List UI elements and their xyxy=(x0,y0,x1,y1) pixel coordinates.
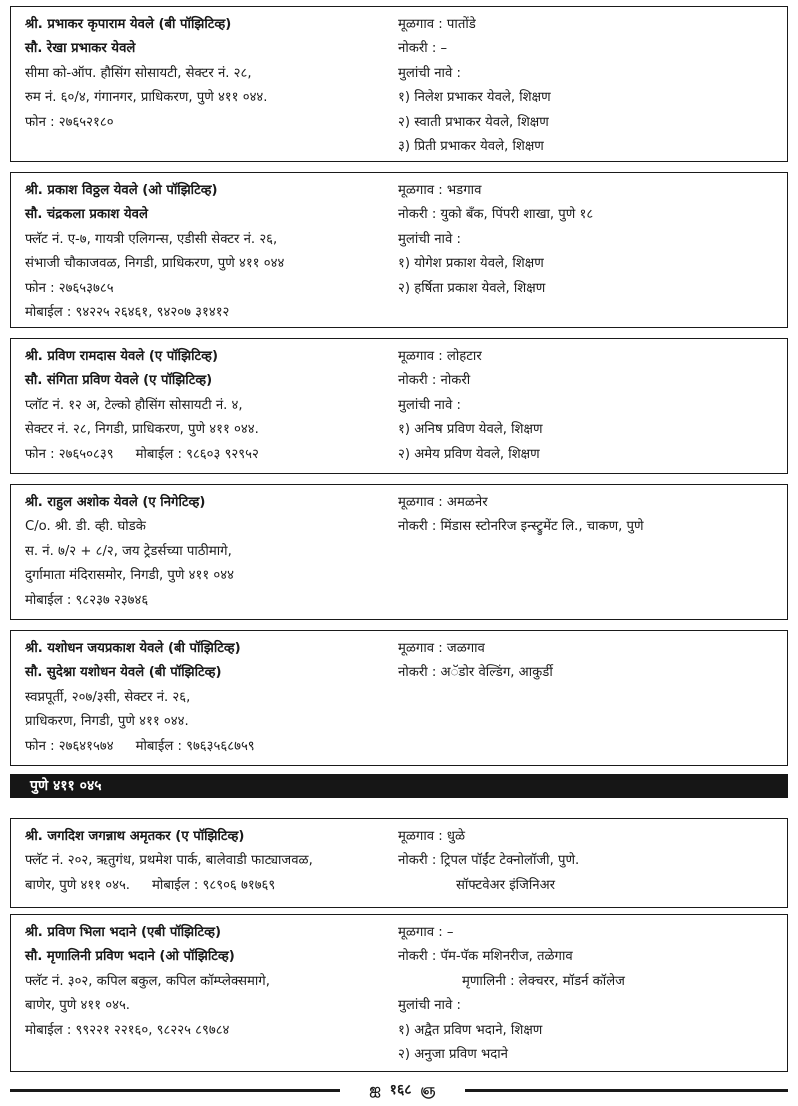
footer-ornament xyxy=(340,1080,465,1100)
detail-line xyxy=(398,111,782,135)
line-text: फ्लॅट नं. ए-७, गायत्री एलिगन्स, एडीसी सेक्टर नं. २६, xyxy=(25,231,278,247)
detail-line xyxy=(398,203,782,227)
member-name xyxy=(25,921,397,945)
line-text: फोन : २७६५३७८५ xyxy=(25,280,114,296)
detail-line xyxy=(398,252,782,276)
line-text: सौ. संगिता प्रविण येवले (ए पॉझिटिव्ह) xyxy=(25,373,213,389)
member-name xyxy=(25,369,397,393)
member-details-column xyxy=(398,637,782,686)
detail-line xyxy=(398,179,782,203)
line-text: नोकरी : ट्रिपल पॉईंट टेक्नोलॉजी, पुणे. xyxy=(398,853,580,869)
member-entry xyxy=(10,914,788,1072)
line-text: रुम नं. ६०/४, गंगानगर, प्राधिकरण, पुणे ४११ ०४४. xyxy=(25,90,268,106)
page-footer xyxy=(10,1080,788,1100)
line-text: २) हर्षिता प्रकाश येवले, शिक्षण xyxy=(398,280,546,296)
line-text: २) अमेय प्रविण येवले, शिक्षण xyxy=(398,446,540,462)
address-line xyxy=(25,277,397,301)
line-text: मोबाईल : ९८२३७ २३७४६ xyxy=(25,592,149,608)
address-line xyxy=(25,970,397,994)
line-text: सौ. मृणालिनी प्रविण भदाने (ओ पॉझिटिव्ह) xyxy=(25,949,235,965)
member-address-column xyxy=(25,179,397,325)
detail-line xyxy=(398,491,782,515)
line-text: १) योगेश प्रकाश येवले, शिक्षण xyxy=(398,256,544,272)
member-name xyxy=(25,13,397,37)
detail-line xyxy=(398,661,782,685)
detail-line xyxy=(398,515,782,539)
member-address-column xyxy=(25,825,397,898)
detail-line xyxy=(398,135,782,159)
line-text: १) अनिष प्रविण येवले, शिक्षण xyxy=(398,422,543,438)
line-text: बाणेर, पुणे ४११ ०४५. xyxy=(25,877,131,893)
member-address-column xyxy=(25,491,397,613)
line-text: २) अनुजा प्रविण भदाने xyxy=(398,1046,508,1062)
member-name xyxy=(25,37,397,61)
detail-line xyxy=(398,345,782,369)
address-line xyxy=(25,686,397,710)
line-text: नोकरी : – xyxy=(398,41,448,57)
line-text: मूळगाव : पातोंडे xyxy=(398,17,476,32)
member-name xyxy=(25,637,397,661)
address-line xyxy=(25,710,397,734)
member-details-column xyxy=(398,13,782,159)
line-text: संभाजी चौकाजवळ, निगडी, प्राधिकरण, पुणे ४११ ०४४ xyxy=(25,256,285,272)
address-line xyxy=(25,252,397,276)
footer-ornament-right-icon: ஞ xyxy=(420,1082,436,1098)
detail-line xyxy=(398,874,782,898)
address-line xyxy=(25,589,397,613)
member-entry xyxy=(10,6,788,162)
line-text: मूळगाव : धुळे xyxy=(398,829,466,844)
address-line xyxy=(25,228,397,252)
address-line xyxy=(25,540,397,564)
detail-line xyxy=(398,277,782,301)
line-text: मूळगाव : लोहटार xyxy=(398,349,482,364)
member-details-column xyxy=(398,921,782,1067)
line-text: फोन : २७६४१५७४ xyxy=(25,738,114,754)
line-text: नोकरी : मिंडास स्टोनरिज इन्स्ट्रुमेंट लि., चाकण, पुणे xyxy=(398,519,644,535)
member-name xyxy=(25,179,397,203)
detail-line xyxy=(398,849,782,873)
detail-line xyxy=(398,13,782,37)
detail-line xyxy=(398,418,782,442)
section-heading: पुणे ४११ ०४५ xyxy=(10,774,788,798)
detail-line xyxy=(398,945,782,969)
member-entry xyxy=(10,172,788,328)
detail-line xyxy=(398,443,782,467)
line-text: मुलांची नावे : xyxy=(398,998,461,1014)
line-text: सौ. रेखा प्रभाकर येवले xyxy=(25,41,136,57)
address-line xyxy=(25,564,397,588)
address-line xyxy=(25,418,397,442)
line-text: नोकरी : युको बँक, पिंपरी शाखा, पुणे १८ xyxy=(398,207,594,223)
address-line xyxy=(25,849,397,873)
line-text: प्राधिकरण, निगडी, पुणे ४११ ०४४. xyxy=(25,714,189,730)
mobile-number: मोबाईल : ९८६०३ ९२९५२ xyxy=(135,446,259,462)
address-line xyxy=(25,86,397,110)
detail-line xyxy=(398,369,782,393)
address-line xyxy=(25,994,397,1018)
line-text: सौ. सुदेश्ना यशोधन येवले (बी पॉझिटिव्ह) xyxy=(25,665,222,681)
line-text: स्वप्नपूर्ती, २०७/३सी, सेक्टर नं. २६, xyxy=(25,689,191,705)
address-line xyxy=(25,62,397,86)
line-text: नोकरी : अॅडोर वेल्डिंग, आकुर्डी xyxy=(398,665,553,681)
member-details-column xyxy=(398,825,782,898)
line-text: सेक्टर नं. २८, निगडी, प्राधिकरण, पुणे ४११ ०४४. xyxy=(25,422,259,438)
line-text: दुर्गामाता मंदिरासमोर, निगडी, पुणे ४११ ०४४ xyxy=(25,568,234,584)
member-address-column xyxy=(25,921,397,1043)
line-text: श्री. प्रकाश विठ्ठल येवले (ओ पॉझिटिव्ह) xyxy=(25,183,218,198)
line-text: मूळगाव : जळगाव xyxy=(398,641,485,656)
line-text: फ्लॅट नं. २०२, ऋतुगंध, प्रथमेश पार्क, बालेवाडी फाट्याजवळ, xyxy=(25,853,313,869)
detail-line xyxy=(398,994,782,1018)
member-address-column xyxy=(25,637,397,759)
line-text: श्री. यशोधन जयप्रकाश येवले (बी पॉझिटिव्ह) xyxy=(25,641,241,656)
detail-line xyxy=(398,1019,782,1043)
mobile-number: मोबाईल : ९७६३५६८७५९ xyxy=(135,738,255,754)
footer-rule-right xyxy=(465,1089,788,1092)
member-entry xyxy=(10,630,788,766)
member-details-column xyxy=(398,345,782,467)
page-number: १६८ xyxy=(389,1082,412,1098)
line-text: मूळगाव : भडगाव xyxy=(398,183,482,198)
detail-line xyxy=(398,37,782,61)
member-address-column xyxy=(25,345,397,467)
line-text: सॉफ्टवेअर इंजिनिअर xyxy=(456,877,556,893)
line-text: स. नं. ७/२ + ८/२, जय ट्रेडर्सच्या पाठीमागे, xyxy=(25,543,232,559)
member-name xyxy=(25,945,397,969)
line-text: श्री. राहुल अशोक येवले (ए निगेटिव्ह) xyxy=(25,495,206,510)
detail-line xyxy=(398,921,782,945)
address-line xyxy=(25,874,397,898)
mobile-number: मोबाईल : ९८९०६ ७१७६९ xyxy=(152,877,276,893)
member-entry xyxy=(10,484,788,620)
detail-line xyxy=(398,228,782,252)
line-text: मूळगाव : – xyxy=(398,925,454,940)
line-text: नोकरी : पॅम-पॅक मशिनरीज, तळेगाव xyxy=(398,949,573,965)
line-text: प्लॉट नं. १२ अ, टेल्को हौसिंग सोसायटी नं. ४, xyxy=(25,397,243,413)
address-line xyxy=(25,394,397,418)
address-line xyxy=(25,515,397,539)
line-text: फ्लॅट नं. ३०२, कपिल बकुल, कपिल कॉम्प्लेक्समागे, xyxy=(25,973,270,989)
address-line xyxy=(25,301,397,325)
detail-line xyxy=(398,825,782,849)
detail-line xyxy=(398,86,782,110)
line-text: फोन : २७६५२१८० xyxy=(25,114,114,130)
address-line xyxy=(25,443,397,467)
line-text: श्री. प्रविण रामदास येवले (ए पॉझिटिव्ह) xyxy=(25,349,218,364)
line-text: बाणेर, पुणे ४११ ०४५. xyxy=(25,998,131,1014)
line-text: १) निलेश प्रभाकर येवले, शिक्षण xyxy=(398,90,551,106)
detail-line xyxy=(398,637,782,661)
detail-line xyxy=(398,62,782,86)
line-text: सीमा को-ऑप. हौसिंग सोसायटी, सेक्टर नं. २८, xyxy=(25,65,252,81)
member-details-column xyxy=(398,179,782,301)
line-text: मुलांची नावे : xyxy=(398,231,461,247)
line-text: श्री. प्रविण भिला भदाने (एबी पॉझिटिव्ह) xyxy=(25,925,222,940)
detail-line xyxy=(398,1043,782,1067)
line-text: मुलांची नावे : xyxy=(398,397,461,413)
address-line xyxy=(25,111,397,135)
line-text: मोबाईल : ९९२२१ २२१६०, ९८२२५ ८९७८४ xyxy=(25,1022,230,1038)
line-text: श्री. जगदिश जगन्नाथ अमृतकर (ए पॉझिटिव्ह) xyxy=(25,829,245,844)
member-name xyxy=(25,203,397,227)
member-name xyxy=(25,491,397,515)
member-details-column xyxy=(398,491,782,540)
line-text: मोबाईल : ९४२२५ २६४६१, ९४२०७ ३१४१२ xyxy=(25,304,230,320)
line-text: मुलांची नावे : xyxy=(398,65,461,81)
line-text: ३) प्रिती प्रभाकर येवले, शिक्षण xyxy=(398,138,544,154)
line-text: मूळगाव : अमळनेर xyxy=(398,495,488,510)
line-text: २) स्वाती प्रभाकर येवले, शिक्षण xyxy=(398,114,549,130)
line-text: नोकरी : नोकरी xyxy=(398,373,471,389)
member-entry xyxy=(10,818,788,908)
detail-line xyxy=(398,970,782,994)
address-line xyxy=(25,1019,397,1043)
member-address-column xyxy=(25,13,397,135)
line-text: फोन : २७६५०८३९ xyxy=(25,446,114,462)
line-text: मृणालिनी : लेक्चरर, मॉडर्न कॉलेज xyxy=(462,973,625,989)
member-entry xyxy=(10,338,788,474)
member-name xyxy=(25,661,397,685)
line-text: सौ. चंद्रकला प्रकाश येवले xyxy=(25,207,148,223)
member-name xyxy=(25,345,397,369)
line-text: C/o. श्री. डी. व्ही. घोडके xyxy=(25,519,146,535)
address-line xyxy=(25,735,397,759)
footer-rule-left xyxy=(10,1089,340,1092)
line-text: श्री. प्रभाकर कृपाराम येवले (बी पॉझिटिव्ह) xyxy=(25,17,232,32)
member-name xyxy=(25,825,397,849)
line-text: १) अद्वैत प्रविण भदाने, शिक्षण xyxy=(398,1022,543,1038)
detail-line xyxy=(398,394,782,418)
footer-ornament-left-icon: ஐ xyxy=(369,1082,381,1098)
